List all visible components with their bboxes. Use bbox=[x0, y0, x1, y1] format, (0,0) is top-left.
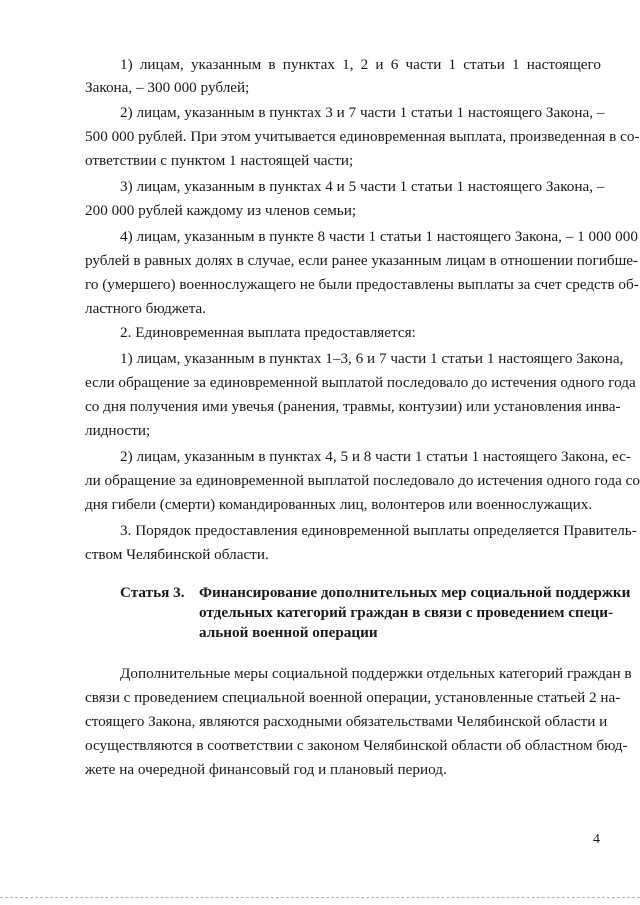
text-line: если обращение за единовременной выплатой последовало до истечения одного года bbox=[85, 374, 636, 391]
article-title-line: альной военной операции bbox=[199, 624, 378, 641]
text-line: ли обращение за единовременной выплатой последовало до истечения одного года со bbox=[85, 472, 640, 489]
text-line: Дополнительные меры социальной поддержки отдельных категорий граждан в bbox=[120, 665, 632, 682]
page-edge-divider bbox=[0, 897, 640, 898]
text-line: со дня получения ими увечья (ранения, травмы, контузии) или установления инва- bbox=[85, 398, 621, 415]
text-line: осуществляются в соответствии с законом Челябинской области об областном бюд- bbox=[85, 737, 628, 754]
text-line: ством Челябинской области. bbox=[85, 546, 269, 563]
text-line: 2. Единовременная выплата предоставляется: bbox=[120, 324, 416, 341]
text-line: стоящего Закона, являются расходными обязательствами Челябинской области и bbox=[85, 713, 608, 730]
article-label: Статья 3. bbox=[120, 584, 185, 601]
text-line: го (умершего) военнослужащего не были предоставлены выплаты за счет средств об- bbox=[85, 276, 639, 293]
text-line: Закона, – 300 000 рублей; bbox=[85, 79, 250, 96]
text-line: 1) лицам, указанным в пунктах 1–3, 6 и 7 части 1 статьи 1 настоящего Закона, bbox=[120, 350, 624, 367]
text-line: лидности; bbox=[85, 422, 151, 439]
text-line: 2) лицам, указанным в пунктах 3 и 7 части 1 статьи 1 настоящего Закона, – bbox=[120, 104, 605, 121]
article-title-line: отдельных категорий граждан в связи с проведением специ- bbox=[199, 604, 614, 621]
text-line: 500 000 рублей. При этом учитывается единовременная выплата, произведенная в со- bbox=[85, 128, 640, 145]
text-line: 3. Порядок предоставления единовременной выплаты определяется Правитель- bbox=[120, 522, 637, 539]
text-line: 1) лицам, указанным в пунктах 1, 2 и 6 части 1 статьи 1 настоящего bbox=[120, 56, 601, 73]
text-line: дня гибели (смерти) командированных лиц, волонтеров или военнослужащих. bbox=[85, 496, 593, 513]
text-line: рублей в равных долях в случае, если ранее указанным лицам в отношении погибше- bbox=[85, 252, 639, 269]
article-title-line: Финансирование дополнительных мер социальной поддержки bbox=[199, 584, 631, 601]
text-line: жете на очередной финансовый год и плановый период. bbox=[85, 761, 447, 778]
text-line: 4) лицам, указанным в пункте 8 части 1 статьи 1 настоящего Закона, – 1 000 000 bbox=[120, 228, 638, 245]
text-line: 200 000 рублей каждому из членов семьи; bbox=[85, 202, 357, 219]
text-line: связи с проведением специальной военной операции, установленные статьей 2 на- bbox=[85, 689, 621, 706]
page-number: 4 bbox=[593, 832, 600, 847]
text-line: ответствии с пунктом 1 настоящей части; bbox=[85, 152, 354, 169]
text-line: 2) лицам, указанным в пунктах 4, 5 и 8 части 1 статьи 1 настоящего Закона, ес- bbox=[120, 448, 631, 465]
text-line: 3) лицам, указанным в пунктах 4 и 5 части 1 статьи 1 настоящего Закона, – bbox=[120, 178, 605, 195]
text-line: ластного бюджета. bbox=[85, 300, 207, 317]
